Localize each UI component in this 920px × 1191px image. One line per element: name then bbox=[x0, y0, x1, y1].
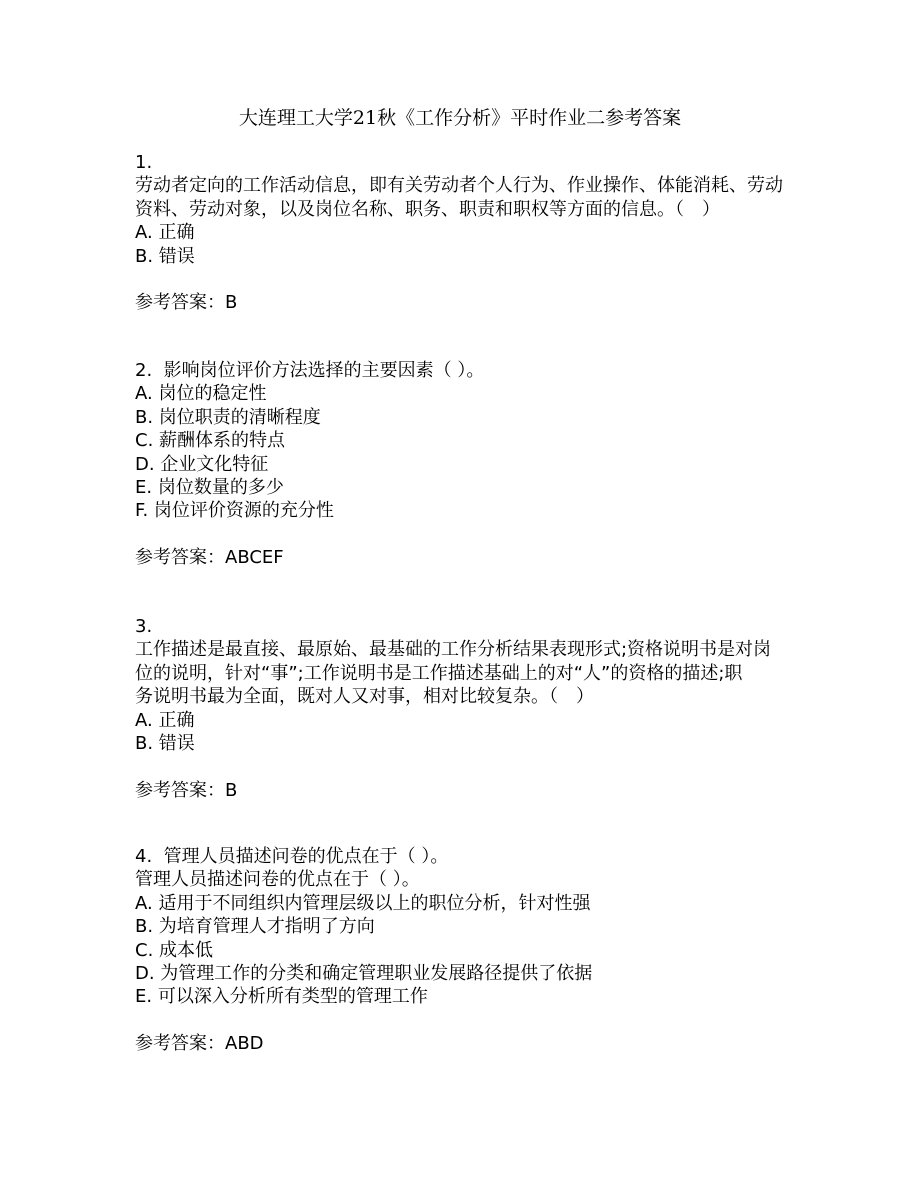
option-a: A. 正确 bbox=[135, 222, 195, 244]
option-e: E. 可以深入分析所有类型的管理工作 bbox=[135, 986, 428, 1008]
question-stem-line: 资料、劳动对象，以及岗位名称、职务、职责和职权等方面的信息。（ ） bbox=[135, 198, 720, 220]
answer-value: B bbox=[225, 779, 238, 801]
answer-label: 参考答案： bbox=[135, 547, 225, 569]
question-3 bbox=[135, 615, 815, 802]
question-1 bbox=[135, 151, 815, 315]
question-stem-line: 管理人员描述问卷的优点在于（ ）。 bbox=[135, 869, 420, 891]
question-stem-line: 务说明书最为全面，既对人又对事，相对比较复杂。（ ） bbox=[135, 686, 594, 708]
option-d: D. 为管理工作的分类和确定管理职业发展路径提供了依据 bbox=[135, 962, 593, 984]
question-4 bbox=[135, 845, 815, 1056]
option-c: C. 薪酬体系的特点 bbox=[135, 430, 286, 452]
answer-label: 参考答案： bbox=[135, 292, 225, 314]
option-f: F. 岗位评价资源的充分性 bbox=[135, 500, 334, 522]
question-number: 3. bbox=[135, 616, 153, 637]
question-stem-line: 影响岗位评价方法选择的主要因素（ ）。 bbox=[163, 360, 485, 381]
option-d: D. 企业文化特征 bbox=[135, 453, 269, 475]
reference-answer bbox=[135, 546, 815, 569]
answer-value: ABD bbox=[225, 1033, 264, 1055]
question-stem-line: 劳动者定向的工作活动信息，即有关劳动者个人行为、作业操作、体能消耗、劳动 bbox=[135, 175, 783, 197]
answer-label: 参考答案： bbox=[135, 1033, 225, 1055]
question-2 bbox=[135, 359, 815, 570]
option-a: A. 正确 bbox=[135, 709, 195, 731]
reference-answer bbox=[135, 291, 815, 314]
reference-answer bbox=[135, 1032, 815, 1055]
option-b: B. 为培育管理人才指明了方向 bbox=[135, 916, 375, 938]
question-stem-line: 工作描述是最直接、最原始、最基础的工作分析结果表现形式;资格说明书是对岗 bbox=[135, 639, 772, 661]
question-number: 1. bbox=[135, 152, 153, 173]
option-a: A. 适用于不同组织内管理层级以上的职位分析，针对性强 bbox=[135, 892, 591, 914]
option-b: B. 岗位职责的清晰程度 bbox=[135, 406, 321, 428]
reference-answer bbox=[135, 779, 815, 802]
option-b: B. 错误 bbox=[135, 732, 195, 754]
answer-label: 参考答案： bbox=[135, 779, 225, 801]
answer-value: ABCEF bbox=[225, 547, 284, 569]
option-a: A. 岗位的稳定性 bbox=[135, 383, 267, 405]
question-stem-line: 管理人员描述问卷的优点在于（ ）。 bbox=[163, 846, 449, 867]
question-number: 2. bbox=[135, 360, 153, 381]
option-b: B. 错误 bbox=[135, 245, 195, 267]
option-c: C. 成本低 bbox=[135, 939, 214, 961]
document-title: 大连理工大学21秋《工作分析》平时作业二参考答案 bbox=[238, 107, 682, 129]
answer-value: B bbox=[225, 292, 238, 314]
question-stem-line: 位的说明，针对“事”;工作说明书是工作描述基础上的对“人”的资格的描述;职 bbox=[135, 662, 743, 684]
option-e: E. 岗位数量的多少 bbox=[135, 476, 284, 498]
question-number: 4. bbox=[135, 846, 153, 867]
